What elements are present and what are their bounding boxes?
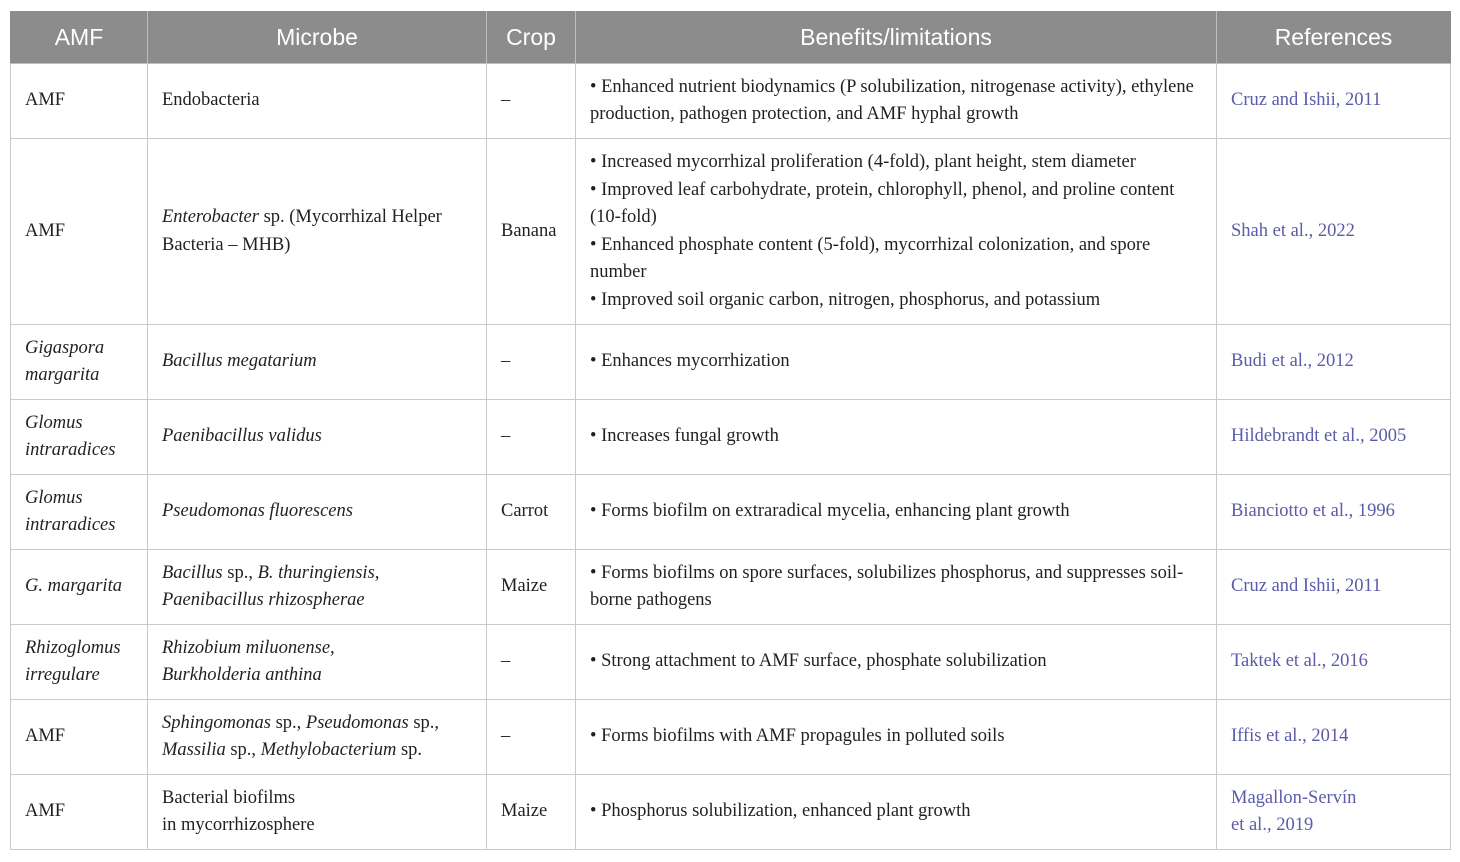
amf-text: intraradices: [25, 515, 116, 535]
amf-text: irregulare: [25, 665, 100, 685]
amf-text: intraradices: [25, 440, 116, 460]
header-row: [11, 12, 1451, 64]
amf-text: margarita: [25, 365, 100, 385]
microbe-text: in mycorrhizosphere: [162, 815, 315, 835]
cell-amf: [11, 400, 148, 475]
reference-link[interactable]: Budi et al., 2012: [1231, 351, 1354, 372]
cell-microbe: [148, 625, 487, 700]
benefit-item: • Forms biofilm on extraradical mycelia, enhancing plant growth: [590, 501, 1070, 522]
reference-link[interactable]: et al., 2019: [1231, 815, 1314, 835]
reference-link[interactable]: Magallon-Servín: [1231, 787, 1357, 808]
amf-text: Rhizoglomus: [25, 637, 121, 658]
microbe-text: Bacillus megatarium: [162, 351, 317, 372]
benefit-item: • Enhances mycorrhization: [590, 351, 790, 372]
cell-benefits: [576, 700, 1217, 775]
cell-crop: –: [487, 400, 576, 475]
cell-microbe: [148, 700, 487, 775]
cell-crop: Maize: [487, 775, 576, 850]
reference-link[interactable]: Hildebrandt et al., 2005: [1231, 426, 1407, 447]
microbe-text: sp.: [396, 740, 423, 760]
table-row: [11, 550, 1451, 625]
microbe-text: Pseudomonas fluorescens: [162, 501, 353, 522]
cell-crop: –: [487, 700, 576, 775]
header-microbe: Microbe: [148, 12, 487, 64]
microbe-text: sp.,: [225, 740, 261, 760]
microbe-text: Burkholderia anthina: [162, 665, 322, 685]
cell-amf: [11, 550, 148, 625]
benefit-item: • Strong attachment to AMF surface, phosphate solubilization: [590, 651, 1047, 672]
cell-amf: [11, 775, 148, 850]
microbe-text: Paenibacillus validus: [162, 426, 322, 447]
microbe-text: Rhizobium miluonense,: [162, 637, 335, 658]
microbe-text: Enterobacter: [162, 207, 259, 227]
header-references: References: [1217, 12, 1451, 64]
amf-text: AMF: [25, 90, 66, 111]
microbe-text: sp.,: [270, 712, 306, 733]
microbe-text: sp.,: [408, 712, 440, 733]
microbe-text: Bacillus: [162, 562, 223, 583]
benefit-item: • Increases fungal growth: [590, 426, 779, 447]
table-row: [11, 400, 1451, 475]
reference-link[interactable]: Iffis et al., 2014: [1231, 726, 1349, 747]
cell-amf: [11, 64, 148, 139]
cell-microbe: [148, 139, 487, 325]
cell-crop: Carrot: [487, 475, 576, 550]
microbe-text: Methylobacterium: [260, 740, 397, 760]
amf-text: AMF: [25, 220, 66, 241]
table-row: [11, 325, 1451, 400]
table-row: [11, 775, 1451, 850]
amf-text: Gigaspora: [25, 337, 105, 358]
amf-text: Glomus: [25, 412, 83, 433]
table-row: [11, 625, 1451, 700]
cell-references: [1217, 475, 1451, 550]
benefit-item: • Enhanced nutrient biodynamics (P solubilization, nitrogenase activity), ethylene production, pathogen protection, and AMF hyphal growth: [590, 76, 1194, 124]
microbe-text: sp. (Mycorrhizal Helper Bacteria – MHB): [162, 207, 442, 255]
cell-crop: Banana: [487, 139, 576, 325]
microbe-text: Bacterial biofilms: [162, 787, 296, 808]
amf-text: Glomus: [25, 487, 83, 508]
benefit-item: • Forms biofilms on spore surfaces, solubilizes phosphorus, and suppresses soil-borne pathogens: [590, 562, 1184, 610]
cell-references: [1217, 550, 1451, 625]
benefit-item: • Enhanced phosphate content (5-fold), mycorrhizal colonization, and spore number: [590, 234, 1151, 282]
cell-benefits: [576, 625, 1217, 700]
table-row: [11, 139, 1451, 325]
cell-benefits: [576, 325, 1217, 400]
reference-link[interactable]: Shah et al., 2022: [1231, 220, 1355, 241]
amf-text: AMF: [25, 801, 66, 822]
cell-crop: Maize: [487, 550, 576, 625]
cell-benefits: [576, 64, 1217, 139]
microbe-text: Massilia: [162, 740, 226, 760]
cell-microbe: [148, 475, 487, 550]
benefit-item: • Forms biofilms with AMF propagules in polluted soils: [590, 726, 1005, 747]
reference-link[interactable]: Cruz and Ishii, 2011: [1231, 576, 1382, 597]
cell-references: [1217, 139, 1451, 325]
cell-crop: –: [487, 325, 576, 400]
reference-link[interactable]: Bianciotto et al., 1996: [1231, 501, 1395, 522]
amf-text: G. margarita: [25, 576, 122, 597]
cell-benefits: [576, 400, 1217, 475]
cell-amf: [11, 625, 148, 700]
reference-link[interactable]: Cruz and Ishii, 2011: [1231, 90, 1382, 111]
table-body: [11, 64, 1451, 850]
microbe-text: Sphingomonas: [162, 712, 271, 733]
reference-link[interactable]: Taktek et al., 2016: [1231, 651, 1368, 672]
cell-amf: [11, 475, 148, 550]
cell-benefits: [576, 475, 1217, 550]
header-amf: AMF: [11, 12, 148, 64]
benefit-item: • Increased mycorrhizal proliferation (4-fold), plant height, stem diameter: [590, 152, 1136, 172]
benefit-item: • Improved soil organic carbon, nitrogen, phosphorus, and potassium: [590, 289, 1101, 310]
cell-amf: [11, 325, 148, 400]
microbe-text: B. thuringiensis,: [257, 562, 380, 583]
cell-microbe: [148, 550, 487, 625]
cell-references: [1217, 700, 1451, 775]
benefit-item: • Improved leaf carbohydrate, protein, chlorophyll, phenol, and proline content (10-fold): [590, 179, 1175, 227]
table-row: [11, 475, 1451, 550]
cell-references: [1217, 325, 1451, 400]
amf-text: AMF: [25, 726, 66, 747]
cell-microbe: [148, 325, 487, 400]
table-row: [11, 64, 1451, 139]
cell-benefits: [576, 550, 1217, 625]
microbe-text: Pseudomonas: [305, 712, 409, 733]
cell-crop: –: [487, 64, 576, 139]
cell-amf: [11, 700, 148, 775]
cell-benefits: [576, 775, 1217, 850]
cell-references: [1217, 625, 1451, 700]
cell-references: [1217, 775, 1451, 850]
header-crop: Crop: [487, 12, 576, 64]
microbe-text: Paenibacillus rhizospherae: [162, 590, 365, 610]
table-container: [10, 11, 1450, 850]
cell-microbe: [148, 775, 487, 850]
microbe-text: sp.,: [222, 562, 258, 583]
cell-benefits: [576, 139, 1217, 325]
cell-references: [1217, 400, 1451, 475]
header-benefits: Benefits/limitations: [576, 12, 1217, 64]
microbe-text: Endobacteria: [162, 90, 260, 111]
cell-crop: –: [487, 625, 576, 700]
cell-references: [1217, 64, 1451, 139]
cell-microbe: [148, 400, 487, 475]
amf-microbe-table: [10, 11, 1451, 850]
table-row: [11, 700, 1451, 775]
cell-microbe: [148, 64, 487, 139]
cell-amf: [11, 139, 148, 325]
benefit-item: • Phosphorus solubilization, enhanced plant growth: [590, 801, 971, 822]
